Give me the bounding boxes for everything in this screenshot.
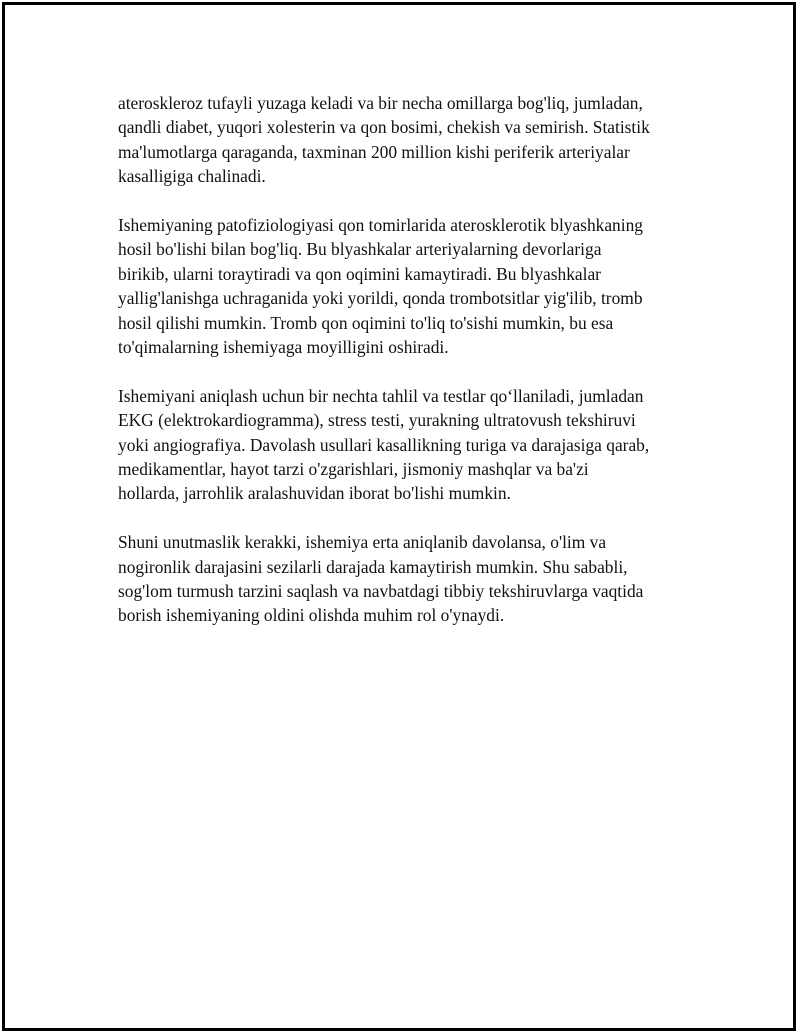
- text-line: yallig'lanishga uchraganida yoki yorildi, qonda trombotsitlar yig'ilib, tromb: [118, 288, 643, 309]
- text-line: to'qimalarning ishemiyaga moyilligini oshiradi.: [118, 337, 449, 358]
- paragraph-4: [118, 530, 698, 628]
- text-line: EKG (elektrokardiogramma), stress testi, yurakning ultratovush tekshiruvi: [118, 410, 636, 431]
- text-line: hosil bo'lishi bilan bog'liq. Bu blyashkalar arteriyalarning devorlariga: [118, 239, 602, 260]
- text-line: ateroskleroz tufayli yuzaga keladi va bir necha omillarga bog'liq, jumladan,: [118, 93, 643, 113]
- text-line: sog'lom turmush tarzini saqlash va navbatdagi tibbiy tekshiruvlarga vaqtida: [118, 581, 644, 602]
- text-line: ma'lumotlarga qaraganda, taxminan 200 million kishi periferik arteriyalar: [118, 141, 630, 162]
- text-line: Shuni unutmaslik kerakki, ishemiya erta aniqlanib davolansa, o'lim va: [118, 532, 607, 553]
- text-line: Ishemiyaning patofiziologiyasi qon tomirlarida aterosklerotik blyashkaning: [118, 215, 643, 236]
- text-line: hollarda, jarrohlik aralashuvidan iborat bo'lishi mumkin.: [118, 483, 511, 504]
- text-line: hosil qilishi mumkin. Tromb qon oqimini to'liq to'sishi mumkin, bu esa: [118, 312, 614, 333]
- paragraph-2: [118, 213, 698, 359]
- paragraph-3: [118, 384, 698, 506]
- text-line: yoki angiografiya. Davolash usullari kasallikning turiga va darajasiga qarab,: [118, 434, 650, 455]
- text-line: kasalligiga chalinadi.: [118, 166, 266, 187]
- text-line: borish ishemiyaning oldini olishda muhim rol o'ynaydi.: [118, 605, 505, 626]
- text-line: Ishemiyani aniqlash uchun bir nechta tahlil va testlar qo‘llaniladi, jumladan: [118, 385, 644, 406]
- text-line: medikamentlar, hayot tarzi o'zgarishlari, jismoniy mashqlar va ba'zi: [118, 459, 589, 480]
- text-line: birikib, ularni toraytiradi va qon oqimini kamaytiradi. Bu blyashkalar: [118, 263, 601, 284]
- text-line: nogironlik darajasini sezilarli darajada kamaytirish mumkin. Shu sababli,: [118, 556, 628, 577]
- text-line: qandli diabet, yuqori xolesterin va qon bosimi, chekish va semirish. Statistik: [118, 117, 650, 138]
- document-body: [118, 91, 698, 652]
- paragraph-1: [118, 91, 698, 189]
